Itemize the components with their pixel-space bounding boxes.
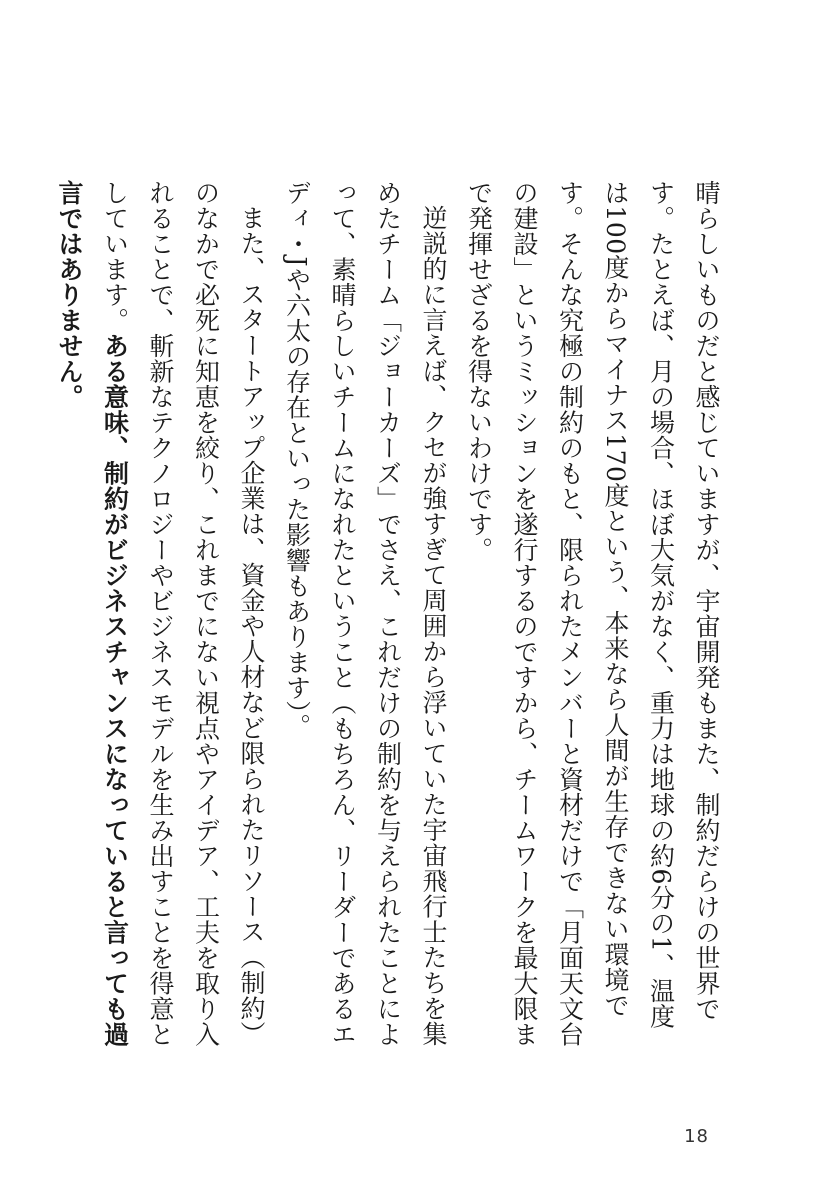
paragraph-3 bbox=[47, 180, 275, 1050]
paragraph-3-text: また、スタートアップ企業は、資金や人材など限られたリソース（制約）のなかで必死に知恵を絞り、これまでにない視点やアイデア、工夫を取り入れることで、斬新なテクノロジーやビジネスモデルを生み出すことを得意としています。 bbox=[100, 180, 266, 1047]
page-number: 18 bbox=[684, 1126, 709, 1147]
paragraph-2 bbox=[274, 180, 456, 1050]
vertical-text-body bbox=[55, 180, 729, 1050]
paragraph-2-text: 逆説的に言えば、クセが強すぎて周囲から浮いていた宇宙飛行士たちを集めたチーム「ジョーカーズ」でさえ、これだけの制約を与えられたことによって、素晴らしいチームになれたということ（もちろん、リーダーであるエディ・Jや六太の存在といった影響もあります）。 bbox=[282, 180, 448, 1047]
paragraph-1 bbox=[456, 180, 729, 1050]
paragraph-1-text: 晴らしいものだと感じていますが、宇宙開発もまた、制約だらけの世界です。たとえば、月の場合、ほぼ大気がなく、重力は地球の約6分の1、温度は100度からマイナス170度という、本来なら人間が生存できない環境です。そんな究極の制約のもと、限られたメンバーと資材だけで「月面天文台の建設」というミッションを遂行するのですから、チームワークを最大限まで発揮せざるを得ないわけです。 bbox=[464, 180, 721, 1047]
paragraph-3-bold-emphasis: ある意味、制約がビジネスチャンスになっていると言っても過言ではありません。 bbox=[55, 180, 130, 1047]
